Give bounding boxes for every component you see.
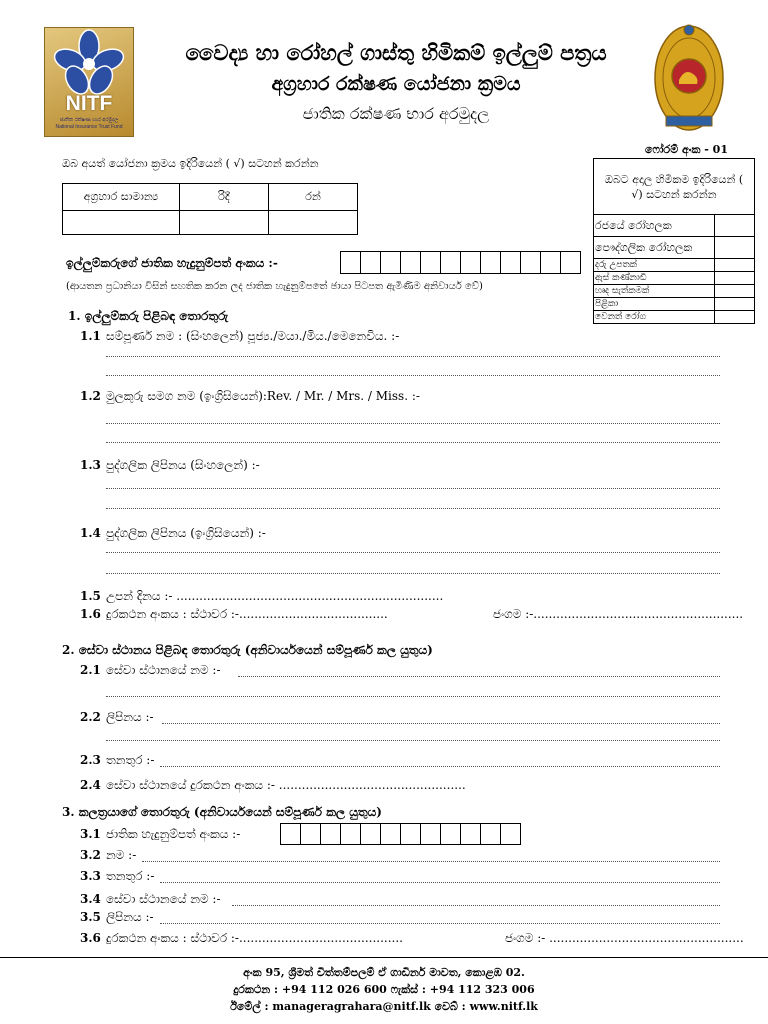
spouse-designation-line[interactable]	[160, 882, 720, 883]
claim-type-label: හෘද සැත්කමක්	[594, 285, 715, 298]
claim-type-heading: ඔබට අදාල හිමිකම ඉදිරියෙන් ( √) සටහන් කරන්න	[594, 159, 755, 215]
field-3-3-label: තනතුර :-	[106, 869, 155, 883]
workplace-phone-field[interactable]: සේවා ස්ථානයේ දුරකථන අංකය :- .................................................	[106, 778, 466, 792]
claim-type-label: දරු උපතක්	[594, 259, 715, 272]
field-3-2-number: 3.2	[80, 848, 101, 862]
claim-type-label: පිළිකා	[594, 298, 715, 311]
form-number: ෆෝරම් අංක - 01	[645, 143, 728, 156]
field-1-1-label: සම්පූර්ණ නම : (සිංහලෙන්) පූජ්‍ය./මයා./මිය./මෙනෙවිය. :-	[106, 329, 400, 343]
name-english-line[interactable]	[106, 442, 720, 443]
scheme-check-general[interactable]	[63, 211, 180, 235]
claim-type-check[interactable]	[715, 259, 755, 272]
claim-type-table	[593, 158, 755, 324]
field-1-4-label: පුද්ගලික ලිපිනය (ඉංග්‍රිසියෙන්) :-	[106, 526, 266, 540]
claim-type-check[interactable]	[715, 311, 755, 324]
field-3-4-number: 3.4	[80, 892, 101, 906]
field-1-1-number: 1.1	[80, 329, 101, 343]
nitf-logo	[44, 27, 134, 137]
field-2-1-number: 2.1	[80, 663, 101, 677]
claim-type-check[interactable]	[715, 215, 755, 237]
claim-type-label: ඇස් කණ්නාඩි	[594, 272, 715, 285]
spouse-nic-boxes[interactable]	[280, 823, 521, 845]
logo-text: NITF	[65, 92, 113, 115]
claim-type-check[interactable]	[715, 237, 755, 259]
field-1-5-number: 1.5	[80, 589, 101, 603]
claim-type-label: වෙනත් රෝග	[594, 311, 715, 324]
field-2-2-label: ලිපිනය :-	[106, 710, 154, 724]
flower-icon	[45, 28, 133, 98]
claim-type-check[interactable]	[715, 285, 755, 298]
field-3-1-label: ජාතික හැදුනුම්පත් අංකය :-	[106, 827, 241, 841]
claim-type-check[interactable]	[715, 272, 755, 285]
applicant-nic-boxes[interactable]	[340, 251, 581, 274]
landline-field[interactable]: දුරකථන අංකය : ස්ථාවර :-.......................................	[106, 607, 388, 621]
field-1-3-number: 1.3	[80, 458, 101, 472]
scheme-instruction: ඔබ අයත් යෝජනා ක්‍රමය ඉදිරියෙන් ( √) සටහන් කරන්න	[62, 157, 319, 170]
spouse-mobile-field[interactable]: ජංගම :- ...................................................	[505, 931, 744, 945]
name-english-line[interactable]	[106, 423, 720, 424]
field-2-3-label: තනතුර :-	[106, 753, 155, 767]
spouse-landline-field[interactable]: දුරකථන අංකය : ස්ථාවර :-...........................................	[106, 931, 403, 945]
sri-lanka-emblem-icon	[652, 20, 726, 138]
nic-note: (ආයතන ප්‍රධානියා විසින් සහතික කරන ලද ජාතික හැදුනුම්පතේ ඡායා පිටපත ඇමිණිම අනිවාර්ය වේ)	[66, 281, 483, 292]
page-title: වෛද්‍ය හා රෝහල් ගාස්තු හිමිකම් ඉල්ලුම් පත්‍රය	[185, 40, 607, 65]
claim-type-label: රජයේ රෝහලක	[594, 215, 715, 237]
field-3-5-label: ලිපිනය :-	[106, 910, 154, 924]
workplace-address-line[interactable]	[162, 723, 720, 724]
mobile-field[interactable]: ජංගම :-.......................................................	[493, 607, 744, 621]
footer-phone: දුරකථන : +94 112 026 600 ෆැක්ස් : +94 112 323 006	[233, 983, 535, 996]
field-2-1-label: සේවා ස්ථානයේ නම :-	[106, 663, 221, 677]
spouse-address-line[interactable]	[160, 923, 720, 924]
field-3-4-label: සේවා ස්ථානයේ නම :-	[106, 892, 221, 906]
logo-subtitle-english: National Insurance Trust Fund	[55, 124, 123, 130]
footer-address: අංක 95, ශ්‍රීමත් චිත්තම්පලම් ඒ ගාඩිනර් මාවත, කොළඹ 02.	[243, 966, 525, 979]
scheme-check-gold[interactable]	[269, 211, 358, 235]
field-2-4-number: 2.4	[80, 778, 101, 792]
field-3-2-label: නම :-	[106, 848, 137, 862]
address-sinhala-line[interactable]	[106, 508, 720, 509]
section1-title: 1. ඉල්ලුම්කරු පිළිබඳ තොරතුරු	[68, 309, 229, 323]
address-english-line[interactable]	[106, 552, 720, 553]
scheme-option-silver: රිදී	[180, 184, 269, 211]
field-3-6-number: 3.6	[80, 931, 101, 945]
workplace-address-line[interactable]	[106, 740, 720, 741]
spouse-name-line[interactable]	[142, 861, 720, 862]
workplace-name-line[interactable]	[106, 696, 720, 697]
full-name-sinhala-line[interactable]	[106, 356, 720, 357]
address-sinhala-line[interactable]	[106, 488, 720, 489]
field-1-6-number: 1.6	[80, 607, 101, 621]
fund-name: ජාතික රක්ෂණ භාර අරමුදල	[302, 104, 490, 123]
designation-line[interactable]	[160, 766, 720, 767]
scheme-option-gold: රන්	[269, 184, 358, 211]
field-2-3-number: 2.3	[80, 753, 101, 767]
field-3-5-number: 3.5	[80, 910, 101, 924]
scheme-check-silver[interactable]	[180, 211, 269, 235]
footer-email: ඊමේල් : manageragrahara@nitf.lk වෙබ් : www.nitf.lk	[230, 1000, 538, 1013]
scheme-table	[62, 183, 358, 235]
date-of-birth-field[interactable]: උපන් දිනය :- ......................................................................	[106, 589, 444, 603]
field-1-3-label: පුද්ගලික ලිපිනය (සිංහලෙන්) :-	[106, 458, 260, 472]
full-name-sinhala-line[interactable]	[106, 375, 720, 376]
workplace-name-line[interactable]	[238, 676, 720, 677]
claim-type-label: පෞද්ගලික රෝහලක	[594, 237, 715, 259]
field-1-2-number: 1.2	[80, 389, 101, 403]
scheme-title: අග්‍රහාර රක්ෂණ යෝජනා ක්‍රමය	[271, 73, 521, 95]
scheme-option-general: අග්‍රහාර සාමාන්‍ය	[63, 184, 180, 211]
field-1-2-label: මුලකුරු සමග නම (ඉංග්‍රිසියෙන්):Rev. / Mr. / Mrs. / Miss. :-	[106, 389, 420, 403]
applicant-nic-label: ඉල්ලුම්කරුගේ ජාතික හැදුනුම්පත් අංකය :-	[66, 256, 278, 270]
field-2-2-number: 2.2	[80, 710, 101, 724]
logo-subtitle-sinhala: ජාතික රක්ෂණ භාර අරමුදල	[59, 117, 119, 123]
section3-title: 3. කලත්‍රයාගේ තොරතුරු (අනිවාර්යයෙන් සම්පූර්ණ කල යුතුය)	[62, 805, 382, 819]
spouse-workplace-line[interactable]	[232, 905, 720, 906]
field-1-4-number: 1.4	[80, 526, 101, 540]
footer-divider	[0, 957, 768, 958]
section2-title: 2. සේවා ස්ථානය පිළිබඳ තොරතුරු (අනිවාර්යයෙන් සම්පූර්ණ කල යුතුය)	[62, 643, 433, 657]
field-3-3-number: 3.3	[80, 869, 101, 883]
claim-type-check[interactable]	[715, 298, 755, 311]
field-3-1-number: 3.1	[80, 827, 101, 841]
address-english-line[interactable]	[106, 573, 720, 574]
